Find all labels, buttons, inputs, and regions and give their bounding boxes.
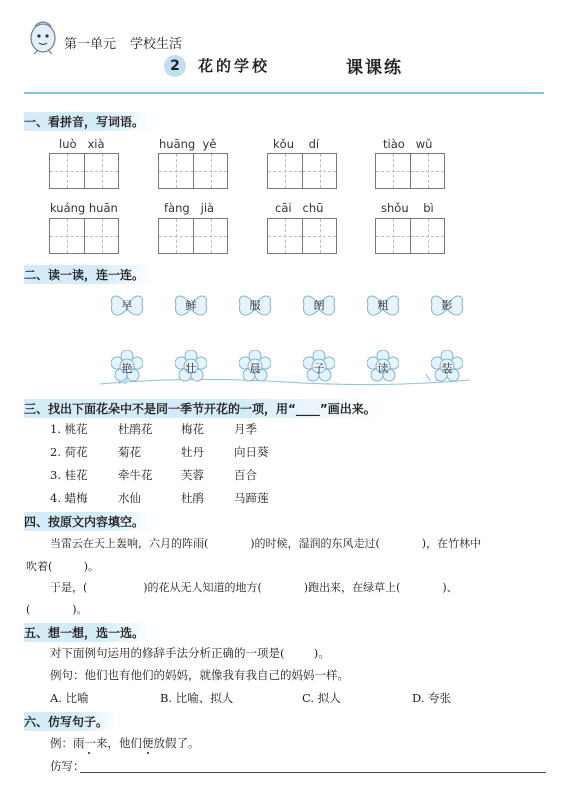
butterfly-char: 服 [249, 299, 261, 312]
writing-grid-8[interactable] [375, 218, 445, 254]
choice-d[interactable]: D. 夸张 [412, 691, 452, 705]
writing-grid-4[interactable] [375, 153, 445, 189]
pinyin-7: cāi chū [275, 201, 324, 215]
butterfly-card[interactable] [173, 291, 209, 321]
imitation-example: 例：雨一来，他们便放假了。 [50, 736, 200, 750]
flower-char: 艳 [121, 362, 133, 375]
option-cell[interactable]: 马蹄莲 [234, 491, 269, 505]
butterfly-char: 早 [121, 299, 133, 312]
flower-card[interactable] [111, 350, 143, 382]
butterfly-card[interactable] [301, 291, 337, 321]
option-cell[interactable]: 梅花 [181, 422, 204, 436]
butterfly-card[interactable] [429, 291, 465, 321]
section-2-title: 二、读一读，连一连。 [24, 265, 152, 284]
section-6-title: 六、仿写句子。 [24, 712, 116, 731]
writing-grid-1[interactable] [49, 153, 119, 189]
pinyin-3: kǒu dí [273, 137, 320, 151]
flower-card[interactable] [239, 350, 271, 382]
option-cell[interactable]: 2. 荷花 [50, 445, 88, 459]
pinyin-1: luò xià [59, 137, 105, 151]
writing-grid-5[interactable] [49, 218, 119, 254]
option-cell[interactable]: 水仙 [118, 491, 141, 505]
option-cell[interactable]: 3. 桂花 [50, 468, 88, 482]
butterfly-char: 朗 [313, 299, 325, 312]
pinyin-4: tiào wǔ [383, 137, 433, 151]
header-divider [24, 92, 544, 94]
option-cell[interactable]: 杜鹃 [181, 491, 204, 505]
fill-line-2[interactable]: 吹着( )。 [26, 560, 100, 573]
option-cell[interactable]: 月季 [234, 422, 257, 436]
option-cell[interactable]: 牡丹 [181, 445, 204, 459]
section-1-title: 一、看拼音，写词语。 [24, 112, 152, 131]
flower-char: 读 [377, 362, 389, 375]
butterfly-card[interactable] [237, 291, 273, 321]
option-cell[interactable]: 4. 蜡梅 [50, 491, 88, 505]
butterfly-char: 鲜 [185, 299, 197, 312]
emphasis-dot [88, 752, 90, 754]
flower-card[interactable] [431, 350, 463, 382]
butterfly-char: 影 [441, 299, 453, 312]
writing-grid-6[interactable] [158, 218, 228, 254]
worksheet-type: 课课练 [346, 58, 403, 78]
section-5-title: 五、想一想，选一选。 [24, 623, 152, 642]
option-cell[interactable]: 菊花 [118, 445, 141, 459]
butterfly-char: 粗 [377, 299, 389, 312]
unit-heading [64, 33, 196, 52]
imitation-answer-line[interactable] [80, 772, 546, 773]
option-cell[interactable]: 向日葵 [234, 445, 269, 459]
flower-char: 子 [313, 362, 325, 375]
grass-decoration [100, 372, 470, 388]
flower-char: 晨 [249, 362, 261, 375]
pinyin-2: huāng yě [159, 137, 217, 151]
emphasis-dot [147, 752, 149, 754]
option-cell[interactable]: 牵牛花 [118, 468, 153, 482]
mascot-icon [26, 16, 60, 58]
section-3-title: 三、找出下面花朵中不是同一季节开花的一项，用“____”画出来。 [24, 399, 384, 418]
fill-line-3[interactable]: 于是，( )的花从无人知道的地方( )跑出来，在绿草上( )、 [50, 581, 458, 594]
example-sentence: 例句：他们也有他们的妈妈，就像我有我自己的妈妈一样。 [50, 668, 349, 682]
writing-grid-3[interactable] [267, 153, 337, 189]
pinyin-6: fàng jià [164, 201, 215, 215]
option-cell[interactable]: 芙蓉 [181, 468, 204, 482]
writing-grid-7[interactable] [267, 218, 337, 254]
flower-card[interactable] [303, 350, 335, 382]
pinyin-5: kuáng huān [50, 201, 118, 215]
pinyin-8: shǒu bì [381, 201, 434, 215]
option-cell[interactable]: 百合 [234, 468, 257, 482]
fill-line-4[interactable]: ( )。 [26, 603, 88, 616]
flower-char: 装 [441, 362, 453, 375]
flower-card[interactable] [175, 350, 207, 382]
choice-a[interactable]: A. 比喻 [50, 691, 89, 705]
question-text: 对下面例句运用的修辞手法分析正确的一项是( )。 [50, 646, 330, 660]
unit-name: 学校生活 [130, 37, 183, 52]
butterfly-card[interactable] [109, 291, 145, 321]
butterfly-card[interactable] [365, 291, 401, 321]
lesson-number-badge: 2 [164, 55, 186, 77]
flower-card[interactable] [367, 350, 399, 382]
lesson-title: 花的学校 [198, 57, 271, 75]
fill-line-1[interactable]: 当雷云在天上轰响，六月的阵雨( )的时候，湿润的东风走过( )，在竹林中 [50, 537, 482, 550]
unit-label: 第一单元 [64, 37, 117, 52]
flower-char: 壮 [185, 362, 197, 375]
option-cell[interactable]: 杜鹃花 [118, 422, 153, 436]
section-4-title: 四、按原文内容填空。 [24, 512, 152, 531]
choice-b[interactable]: B. 比喻、拟人 [160, 691, 234, 705]
option-cell[interactable]: 1. 桃花 [50, 422, 88, 436]
writing-grid-2[interactable] [158, 153, 228, 189]
choice-c[interactable]: C. 拟人 [302, 691, 341, 705]
imitate-label: 仿写： [50, 759, 85, 773]
